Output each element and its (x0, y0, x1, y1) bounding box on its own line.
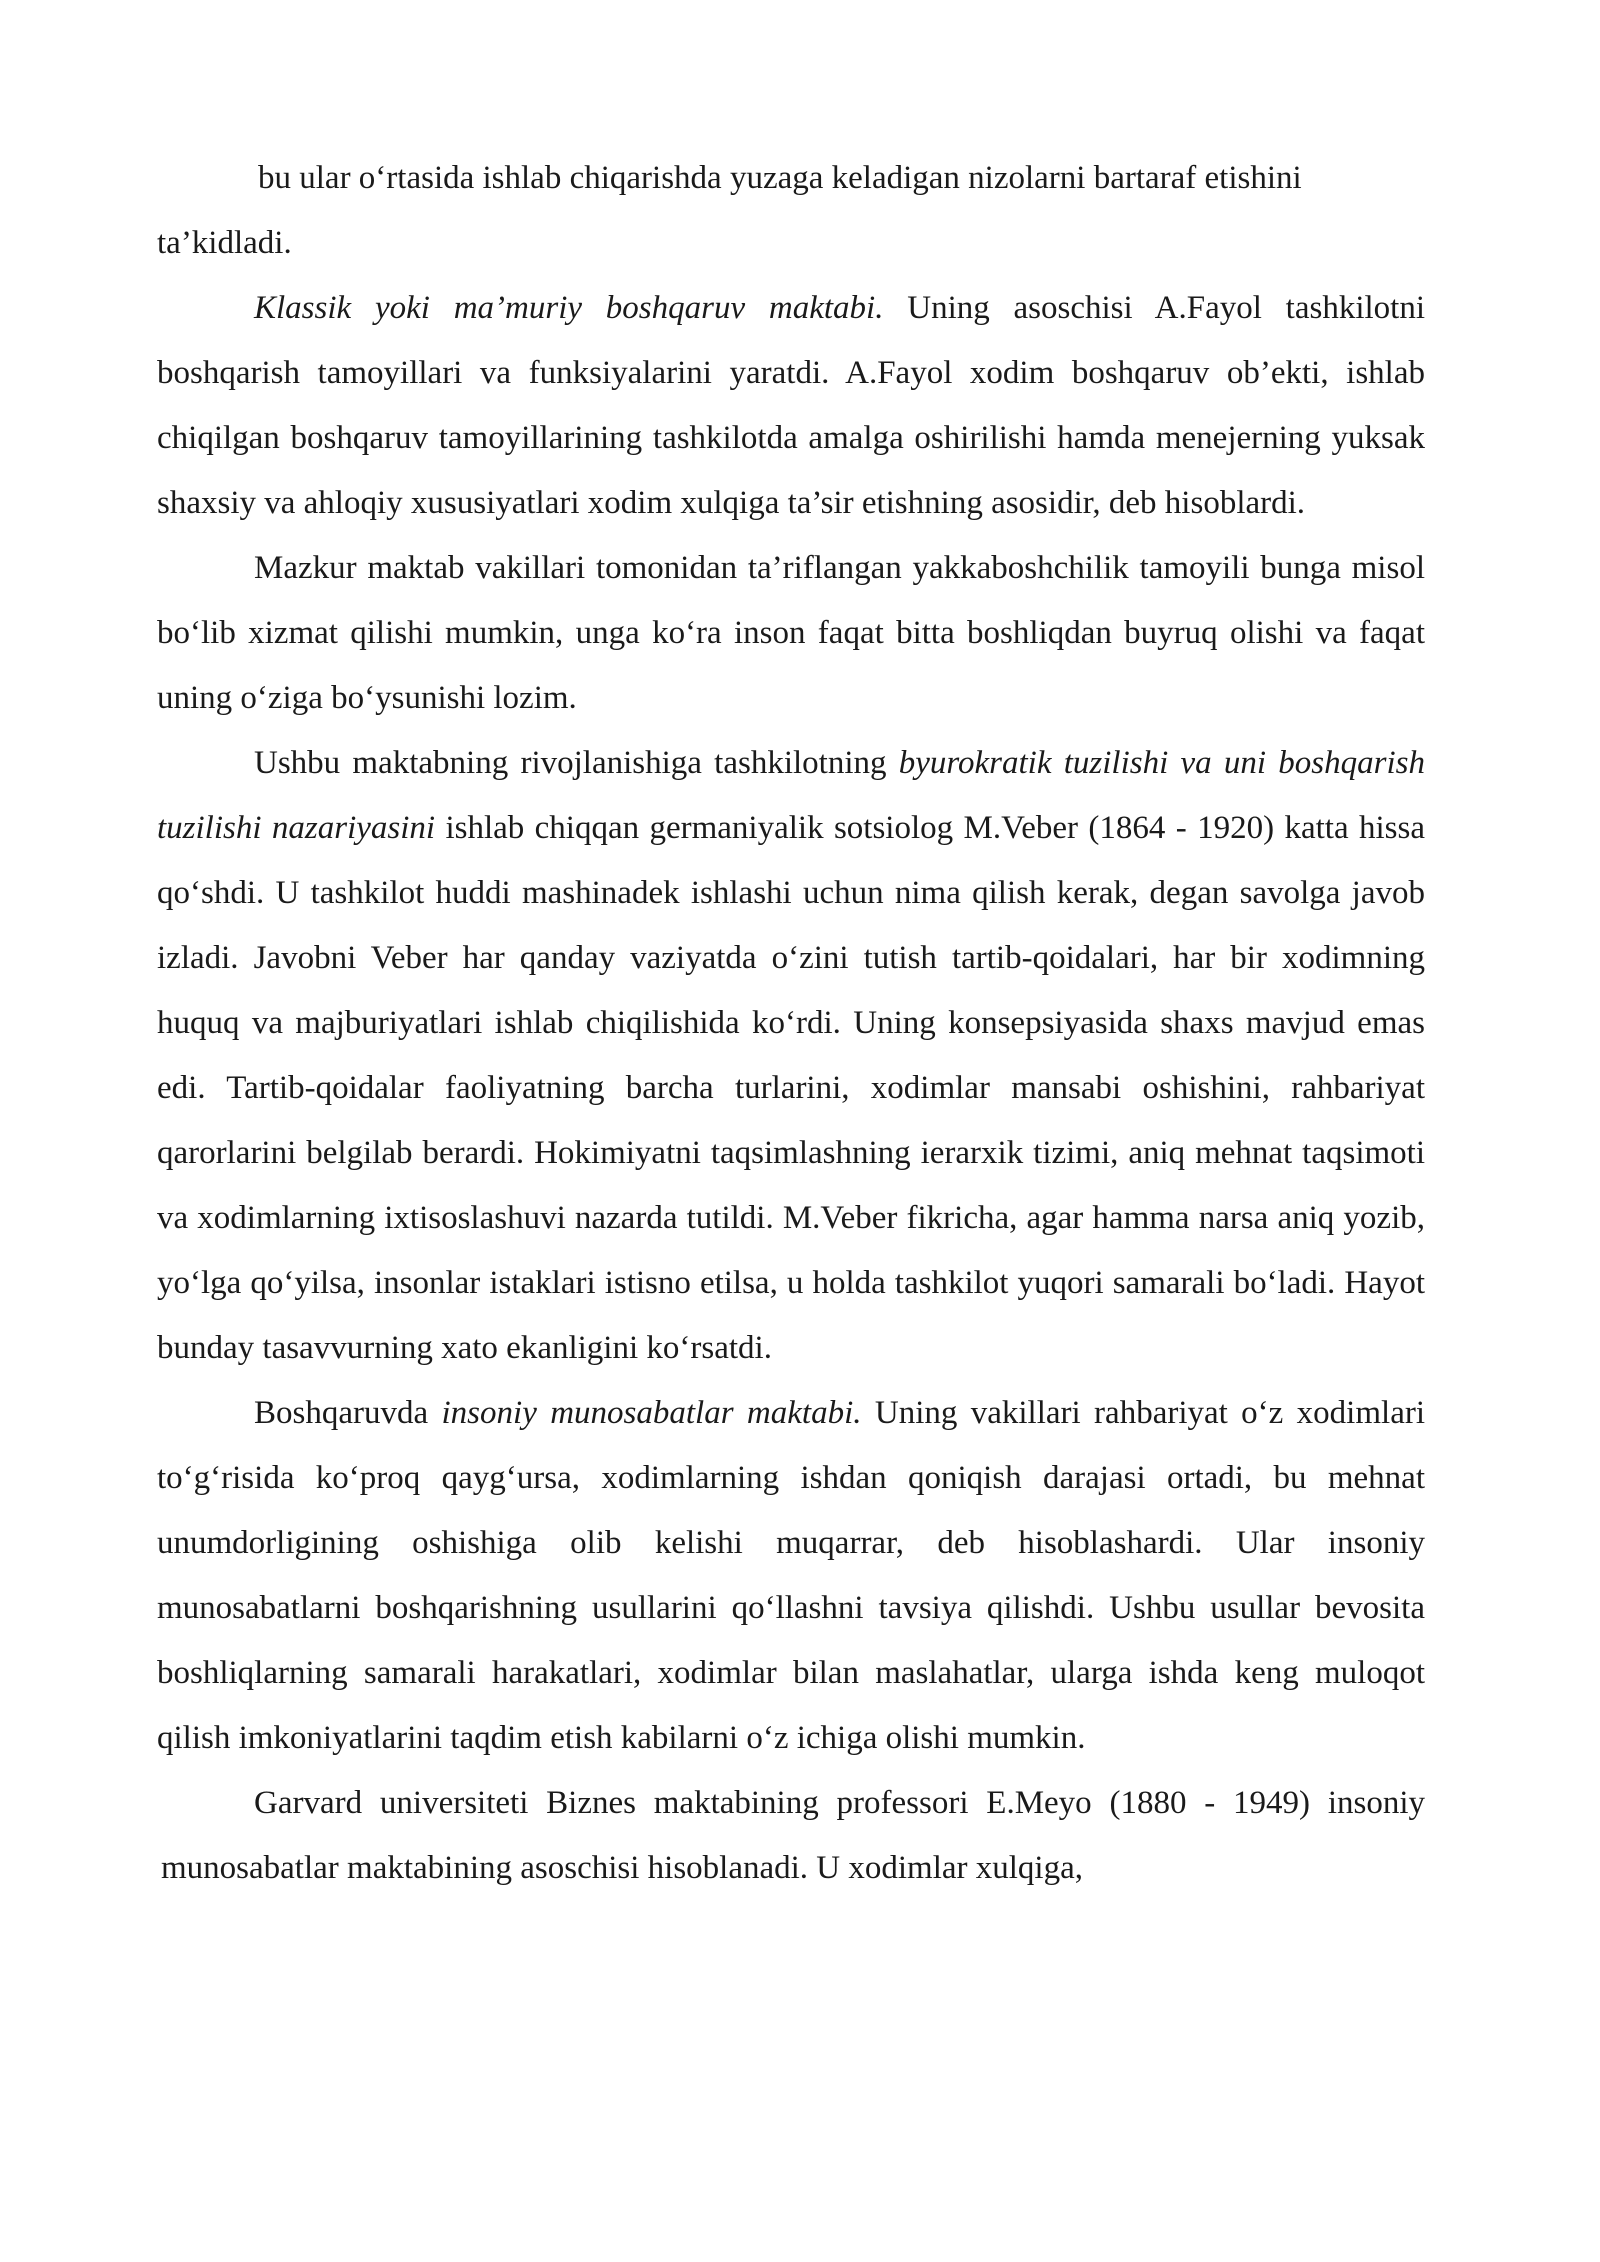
term-bureaucratic-theory: byurokratik tuzilishi va uni boshqarish tuzilishi nazariyasini (157, 745, 1425, 846)
paragraph-5-after: Uning vakillari rahbariyat o‘z xodimlari to‘g‘risida ko‘proq qayg‘ursa, xodimlarning ishdan qoniqish darajasi ortadi, bu mehnat unumdorligining oshishiga olib kelishi muqarrar, deb hisoblashardi. Ular insoniy munosabatlarni boshqarishning usullarini qo‘llashni tavsiya qilishdi. Ushbu usullar bevosita boshliqlarning samarali harakatlari, xodimlar bilan maslahatlar, ularga ishda keng muloqot qilish imkoniyatlarini taqdim etish kabilarni o‘z ichiga olishi mumkin. (157, 1395, 1425, 1756)
paragraph-5-before: Boshqaruvda (254, 1395, 442, 1431)
paragraph-1-line-1: bu ular o‘rtasida ishlab chiqarishda yuzaga keladigan nizolarni bartaraf etishini (258, 160, 1302, 196)
paragraph-4-before: Ushbu maktabning rivojlanishiga tashkilotning (254, 745, 899, 781)
paragraph-2 (157, 276, 1425, 536)
paragraph-6 (157, 1771, 1425, 1901)
term-human-relations-school: insoniy munosabatlar maktabi. (441, 1395, 862, 1431)
paragraph-4 (157, 731, 1425, 1381)
paragraph-2-text: Uning asoschisi A.Fayol tashkilotni boshqarish tamoyillari va funksiyalarini yaratdi. A.Fayol xodim boshqaruv ob’ekti, ishlab chiqilgan boshqaruv tamoyillarining tashkilotda amalga oshirilishi hamda menejerning yuksak shaxsiy va ahloqiy xususiyatlari xodim xulqiga ta’sir etishning asosidir, deb hisoblardi. (157, 290, 1425, 521)
paragraph-1-line-2: ta’kidladi. (157, 225, 292, 261)
paragraph-6-text: Garvard universiteti Biznes maktabining professori E.Meyo (1880 - 1949) insoniy munosabatlar maktabining asoschisi hisoblanadi. U xodimlar xulqiga, (161, 1785, 1425, 1886)
paragraph-3 (157, 536, 1425, 731)
heading-classic-school: Klassik yoki ma’muriy boshqaruv maktabi. (254, 290, 884, 326)
document-body (157, 146, 1425, 1901)
paragraph-1 (157, 146, 1425, 276)
paragraph-5 (157, 1381, 1425, 1771)
paragraph-3-text: Mazkur maktab vakillari tomonidan ta’riflangan yakkaboshchilik tamoyili bunga misol bo‘lib xizmat qilishi mumkin, unga ko‘ra inson faqat bitta boshliqdan buyruq olishi va faqat uning o‘ziga bo‘ysunishi lozim. (157, 550, 1425, 716)
paragraph-4-after: ishlab chiqqan germaniyalik sotsiolog M.Veber (1864 - 1920) katta hissa qo‘shdi. U tashkilot huddi mashinadek ishlashi uchun nima qilish kerak, degan savolga javob izladi. Javobni Veber har qanday vaziyatda o‘zini tutish tartib-qoidalari, har bir xodimning huquq va majburiyatlari ishlab chiqilishida ko‘rdi. Uning konsepsiyasida shaxs mavjud emas edi. Tartib-qoidalar faoliyatning barcha turlarini, xodimlar mansabi oshishini, rahbariyat qarorlarini belgilab berardi. Hokimiyatni taqsimlashning ierarxik tizimi, aniq mehnat taqsimoti va xodimlarning ixtisoslashuvi nazarda tutildi. M.Veber fikricha, agar hamma narsa aniq yozib, yo‘lga qo‘yilsa, insonlar istaklari istisno etilsa, u holda tashkilot yuqori samarali bo‘ladi. Hayot bunday tasavvurning xato ekanligini ko‘rsatdi. (157, 810, 1425, 1366)
